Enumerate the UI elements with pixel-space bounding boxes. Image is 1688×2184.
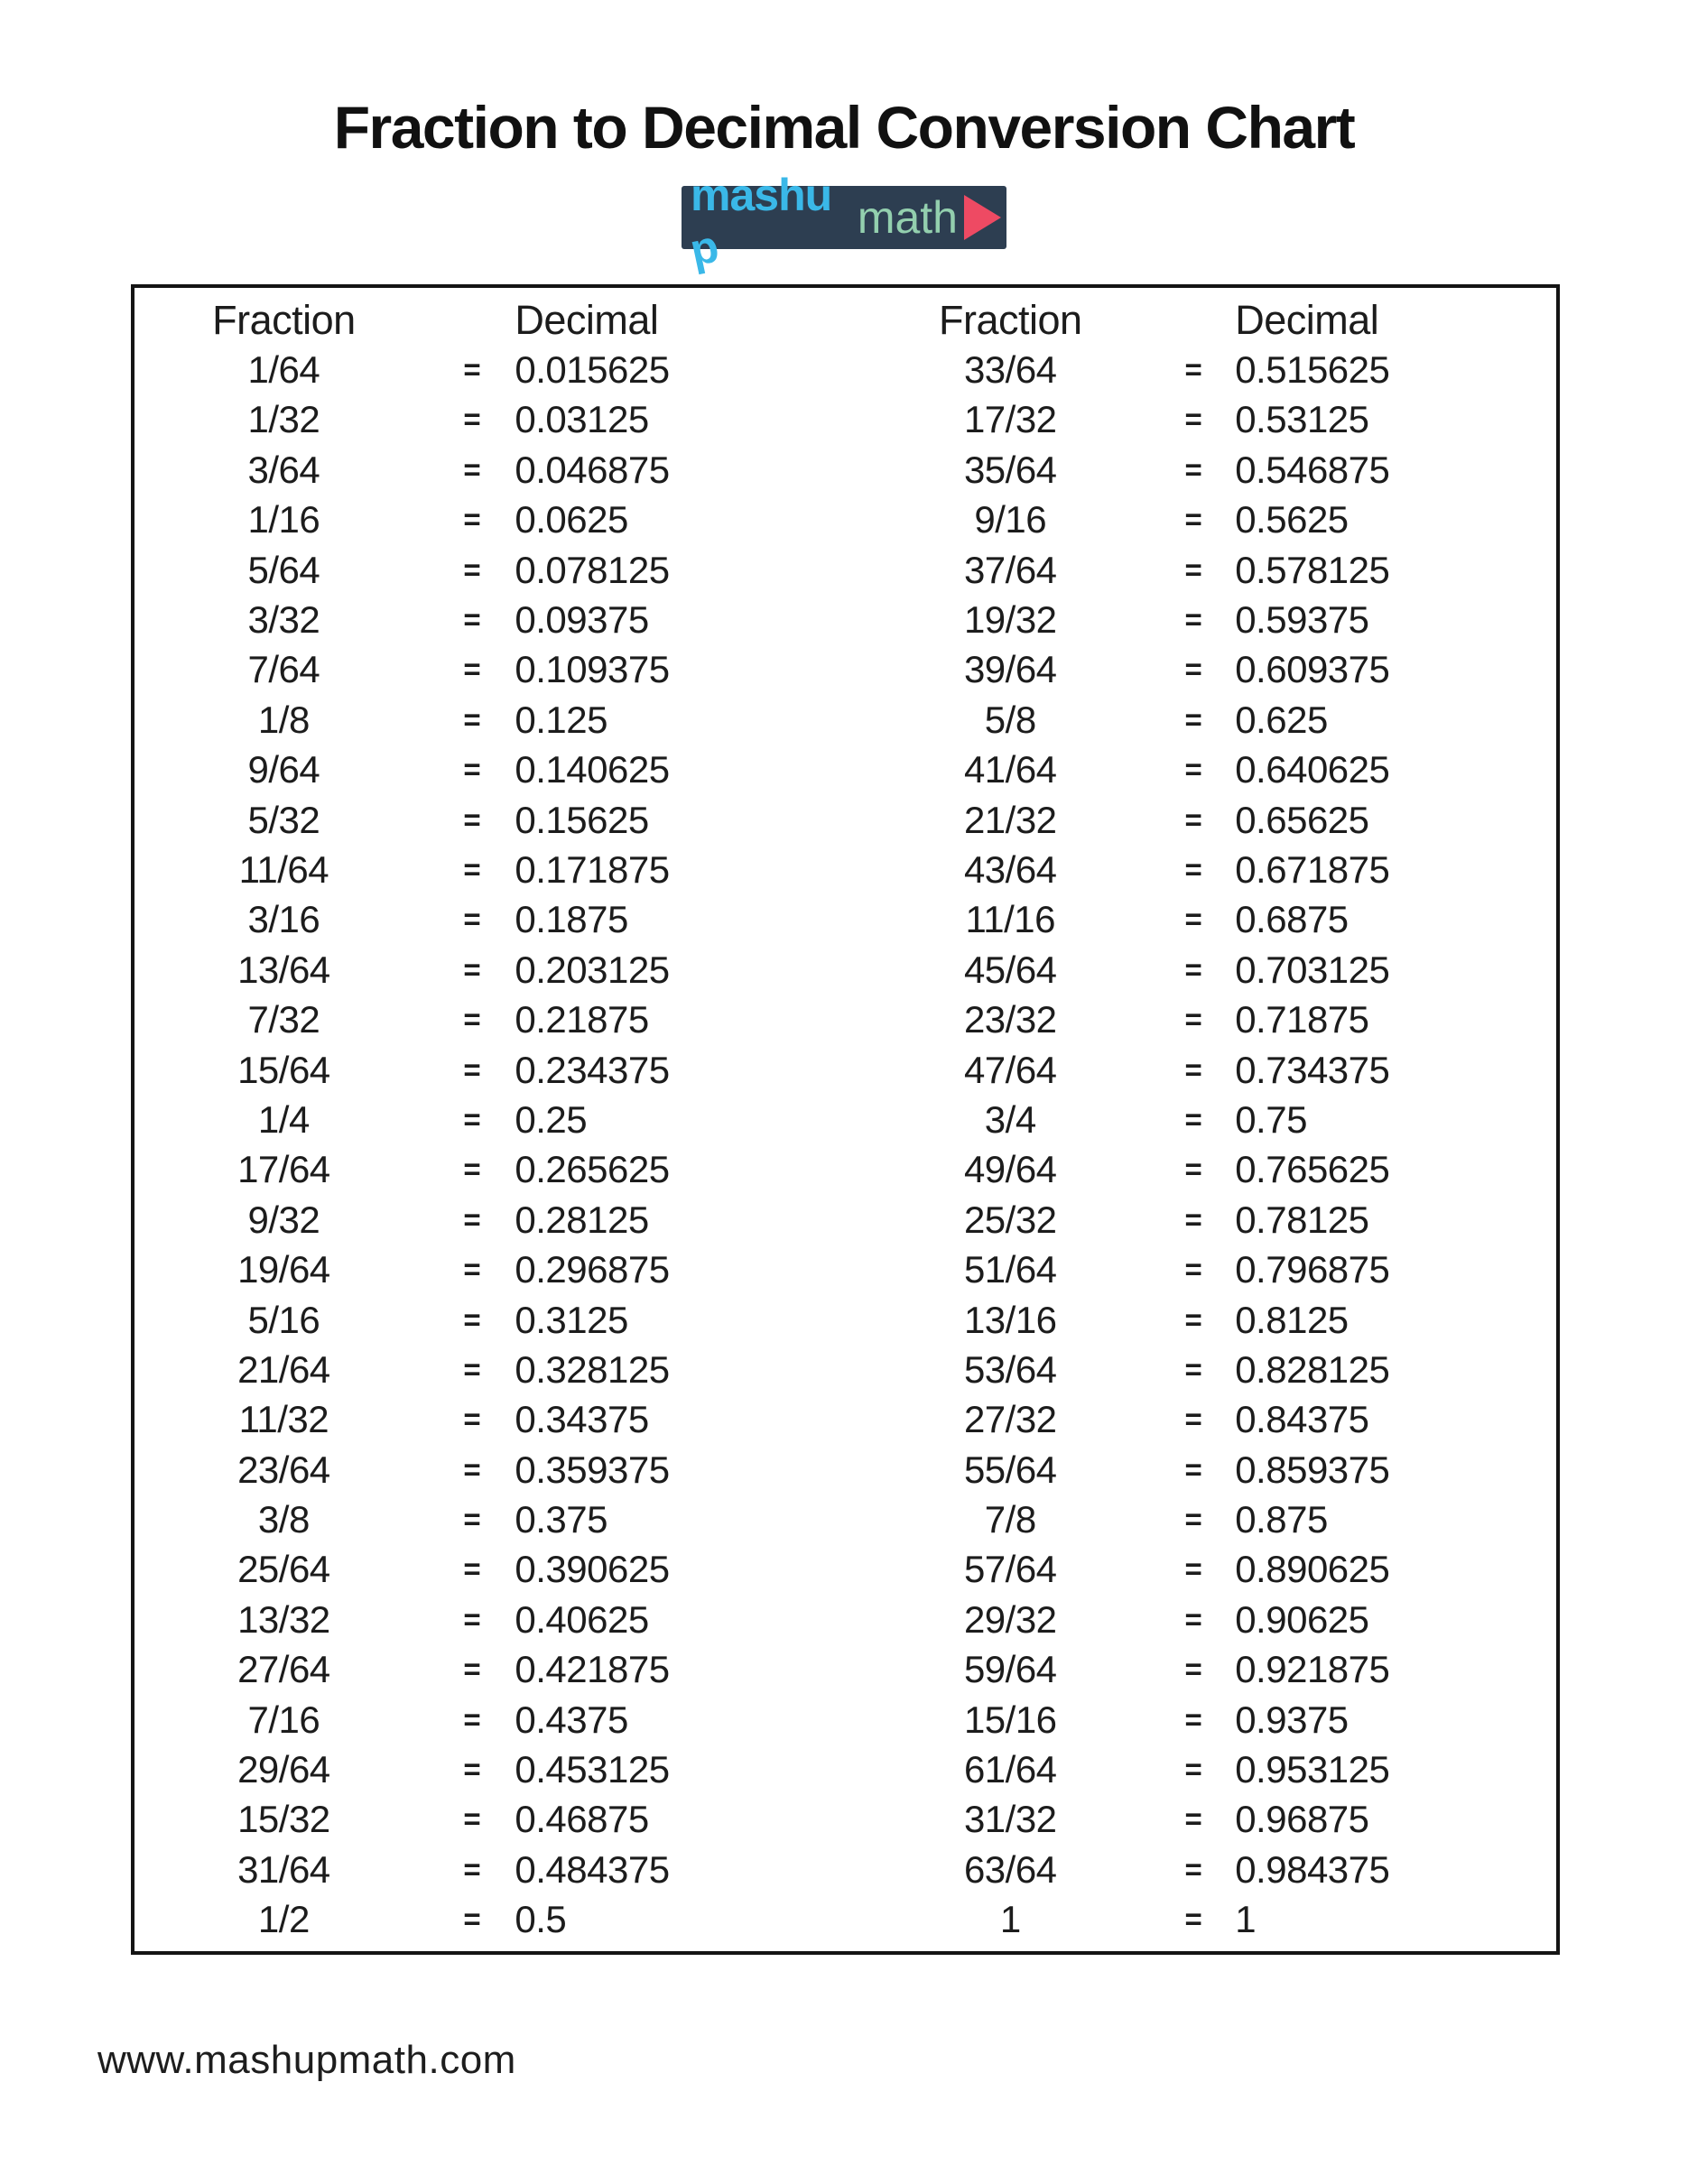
table-row xyxy=(866,1245,1557,1294)
equals-sign: = xyxy=(1184,802,1202,837)
fraction-value: 3/32 xyxy=(247,598,320,642)
fraction-value: 15/16 xyxy=(963,1698,1057,1741)
fraction-value: 33/64 xyxy=(963,348,1057,392)
table-row xyxy=(134,1595,846,1644)
equals-sign: = xyxy=(463,552,481,587)
table-row xyxy=(866,895,1557,945)
equals-sign: = xyxy=(1184,1452,1202,1486)
table-row xyxy=(134,495,846,545)
table-header-row xyxy=(134,295,846,345)
equals-sign: = xyxy=(1184,1052,1202,1087)
table-row xyxy=(866,495,1557,545)
table-row xyxy=(134,1395,846,1445)
table-row xyxy=(866,645,1557,695)
logo-text-mashup xyxy=(685,170,856,276)
fraction-value: 15/64 xyxy=(237,1048,330,1091)
equals-sign: = xyxy=(463,1202,481,1236)
equals-sign: = xyxy=(463,852,481,886)
equals-sign: = xyxy=(463,452,481,486)
equals-sign: = xyxy=(463,603,481,637)
logo-text-p: p xyxy=(685,220,723,276)
fraction-value: 5/32 xyxy=(247,798,320,841)
decimal-value: 0.1875 xyxy=(515,898,628,941)
equals-sign: = xyxy=(1184,1802,1202,1837)
fraction-value: 1 xyxy=(999,1898,1021,1941)
decimal-value: 0.328125 xyxy=(515,1347,670,1391)
decimal-value: 0.859375 xyxy=(1235,1448,1390,1491)
fraction-value: 11/32 xyxy=(238,1398,329,1441)
decimal-value: 0.9375 xyxy=(1235,1698,1349,1741)
fraction-value: 3/4 xyxy=(984,1097,1036,1141)
fraction-value: 1/16 xyxy=(247,498,320,541)
table-row xyxy=(134,345,846,394)
table-row xyxy=(134,995,846,1044)
table-row xyxy=(134,1545,846,1595)
equals-sign: = xyxy=(463,1452,481,1486)
table-row xyxy=(134,1445,846,1495)
equals-sign: = xyxy=(1184,1302,1202,1337)
decimal-value: 0.75 xyxy=(1235,1097,1307,1141)
equals-sign: = xyxy=(1184,1552,1202,1587)
decimal-value: 0.484375 xyxy=(515,1847,670,1891)
table-row xyxy=(866,395,1557,445)
table-row xyxy=(134,1895,846,1945)
fraction-value: 13/16 xyxy=(963,1298,1057,1341)
table-row xyxy=(866,1145,1557,1195)
table-row xyxy=(866,1495,1557,1544)
decimal-value: 0.734375 xyxy=(1235,1048,1390,1091)
fraction-value: 7/8 xyxy=(984,1498,1036,1541)
table-row xyxy=(866,1395,1557,1445)
table-row xyxy=(134,845,846,894)
decimal-value: 0.34375 xyxy=(515,1398,649,1441)
fraction-value: 55/64 xyxy=(963,1448,1057,1491)
table-row xyxy=(866,345,1557,394)
equals-sign: = xyxy=(1184,503,1202,537)
fraction-value: 3/16 xyxy=(247,898,320,941)
table-row xyxy=(866,845,1557,894)
decimal-value: 0.03125 xyxy=(515,398,649,441)
equals-sign: = xyxy=(463,1753,481,1787)
decimal-value: 0.671875 xyxy=(1235,847,1390,891)
decimal-value: 0.0625 xyxy=(515,498,628,541)
fraction-column-header: Fraction xyxy=(212,296,356,343)
table-row xyxy=(134,545,846,595)
conversion-table xyxy=(131,284,1560,1955)
decimal-value: 0.25 xyxy=(515,1097,588,1141)
fraction-value: 29/64 xyxy=(237,1748,330,1791)
equals-sign: = xyxy=(1184,1852,1202,1886)
equals-sign: = xyxy=(463,1302,481,1337)
fraction-value: 1/64 xyxy=(247,348,320,392)
table-row xyxy=(134,695,846,745)
table-row xyxy=(134,1495,846,1544)
decimal-value: 0.953125 xyxy=(1235,1748,1390,1791)
decimal-value: 0.390625 xyxy=(515,1548,670,1591)
fraction-value: 29/32 xyxy=(963,1597,1057,1641)
equals-sign: = xyxy=(1184,1753,1202,1787)
decimal-value: 0.09375 xyxy=(515,598,649,642)
equals-sign: = xyxy=(463,902,481,937)
decimal-value: 0.84375 xyxy=(1235,1398,1369,1441)
decimal-value: 0.96875 xyxy=(1235,1798,1369,1841)
decimal-value: 0.375 xyxy=(515,1498,607,1541)
table-row xyxy=(866,1095,1557,1144)
equals-sign: = xyxy=(1184,952,1202,986)
fraction-value: 35/64 xyxy=(963,448,1057,491)
equals-sign: = xyxy=(463,1052,481,1087)
fraction-value: 19/32 xyxy=(963,598,1057,642)
fraction-value: 1/8 xyxy=(257,698,310,741)
table-row xyxy=(134,1345,846,1394)
decimal-value: 0.203125 xyxy=(515,948,670,991)
fraction-value: 31/32 xyxy=(963,1798,1057,1841)
equals-sign: = xyxy=(463,1152,481,1187)
fraction-value: 23/64 xyxy=(237,1448,330,1491)
equals-sign: = xyxy=(463,1852,481,1886)
page-title: Fraction to Decimal Conversion Chart xyxy=(333,94,1355,161)
table-row xyxy=(134,795,846,845)
table-row xyxy=(866,1345,1557,1394)
decimal-value: 0.765625 xyxy=(1235,1148,1390,1191)
fraction-value: 25/32 xyxy=(963,1198,1057,1241)
table-row xyxy=(134,1845,846,1894)
fraction-value: 31/64 xyxy=(237,1847,330,1891)
table-row xyxy=(866,995,1557,1044)
table-rows-left xyxy=(134,345,846,1945)
equals-sign: = xyxy=(1184,1152,1202,1187)
equals-sign: = xyxy=(1184,852,1202,886)
equals-sign: = xyxy=(1184,1352,1202,1386)
table-row xyxy=(866,1895,1557,1945)
equals-sign: = xyxy=(1184,1253,1202,1287)
fraction-value: 5/64 xyxy=(247,548,320,591)
table-row xyxy=(134,1245,846,1294)
equals-sign: = xyxy=(1184,452,1202,486)
decimal-value: 0.296875 xyxy=(515,1248,670,1291)
table-left-half xyxy=(134,295,846,1951)
decimal-value: 0.609375 xyxy=(1235,648,1390,691)
decimal-value: 0.21875 xyxy=(515,998,649,1041)
table-row xyxy=(134,1645,846,1695)
table-row xyxy=(134,1195,846,1245)
decimal-value: 0.3125 xyxy=(515,1298,628,1341)
equals-sign: = xyxy=(463,1802,481,1837)
fraction-value: 49/64 xyxy=(963,1148,1057,1191)
decimal-value: 0.078125 xyxy=(515,548,670,591)
fraction-value: 57/64 xyxy=(963,1548,1057,1591)
table-row xyxy=(866,1445,1557,1495)
equals-sign: = xyxy=(1184,353,1202,387)
decimal-value: 0.171875 xyxy=(515,847,670,891)
logo-text-mashu: mashu xyxy=(691,170,832,220)
table-row xyxy=(866,1744,1557,1794)
fraction-value: 45/64 xyxy=(963,948,1057,991)
equals-sign: = xyxy=(463,753,481,787)
table-right-half xyxy=(846,295,1557,1951)
equals-sign: = xyxy=(463,1003,481,1037)
table-row xyxy=(866,1295,1557,1345)
table-row xyxy=(866,1195,1557,1245)
decimal-value: 0.6875 xyxy=(1235,898,1349,941)
table-row xyxy=(866,595,1557,644)
decimal-value: 0.546875 xyxy=(1235,448,1390,491)
fraction-value: 15/32 xyxy=(237,1798,330,1841)
decimal-value: 0.234375 xyxy=(515,1048,670,1091)
decimal-value: 0.109375 xyxy=(515,648,670,691)
decimal-value: 0.515625 xyxy=(1235,348,1390,392)
decimal-value: 0.90625 xyxy=(1235,1597,1369,1641)
fraction-value: 9/32 xyxy=(247,1198,320,1241)
equals-sign: = xyxy=(463,1552,481,1587)
fraction-value: 41/64 xyxy=(963,748,1057,791)
fraction-value: 27/64 xyxy=(237,1648,330,1691)
equals-sign: = xyxy=(1184,702,1202,736)
table-row xyxy=(866,695,1557,745)
decimal-value: 0.640625 xyxy=(1235,748,1390,791)
decimal-value: 0.46875 xyxy=(515,1798,649,1841)
fraction-value: 1/32 xyxy=(247,398,320,441)
fraction-value: 39/64 xyxy=(963,648,1057,691)
table-row xyxy=(134,1145,846,1195)
equals-sign: = xyxy=(1184,403,1202,437)
equals-sign: = xyxy=(463,1102,481,1136)
equals-sign: = xyxy=(463,1902,481,1937)
decimal-value: 0.5 xyxy=(515,1898,567,1941)
fraction-value: 19/64 xyxy=(237,1248,330,1291)
table-row xyxy=(134,1695,846,1744)
table-row xyxy=(134,645,846,695)
equals-sign: = xyxy=(1184,1503,1202,1537)
equals-sign: = xyxy=(463,702,481,736)
equals-sign: = xyxy=(1184,753,1202,787)
equals-sign: = xyxy=(1184,652,1202,687)
decimal-value: 0.703125 xyxy=(1235,948,1390,991)
decimal-column-header: Decimal xyxy=(1235,296,1379,343)
fraction-value: 7/64 xyxy=(247,648,320,691)
table-row xyxy=(134,445,846,495)
table-row xyxy=(134,395,846,445)
table-row xyxy=(866,1795,1557,1845)
decimal-value: 0.140625 xyxy=(515,748,670,791)
equals-sign: = xyxy=(1184,902,1202,937)
table-row xyxy=(866,1645,1557,1695)
equals-sign: = xyxy=(463,1702,481,1736)
decimal-column-header: Decimal xyxy=(515,296,659,343)
equals-sign: = xyxy=(463,802,481,837)
table-row xyxy=(134,1744,846,1794)
fraction-value: 5/8 xyxy=(984,698,1036,741)
decimal-value: 0.625 xyxy=(1235,698,1328,741)
equals-sign: = xyxy=(463,403,481,437)
fraction-value: 11/64 xyxy=(238,847,329,891)
fraction-value: 37/64 xyxy=(963,548,1057,591)
table-row xyxy=(134,1045,846,1095)
decimal-value: 0.59375 xyxy=(1235,598,1369,642)
fraction-column-header: Fraction xyxy=(938,296,1082,343)
fraction-value: 47/64 xyxy=(963,1048,1057,1091)
decimal-value: 1 xyxy=(1235,1898,1257,1941)
decimal-value: 0.40625 xyxy=(515,1597,649,1641)
table-row xyxy=(134,945,846,995)
equals-sign: = xyxy=(1184,1102,1202,1136)
decimal-value: 0.578125 xyxy=(1235,548,1390,591)
fraction-value: 9/64 xyxy=(247,748,320,791)
decimal-value: 0.359375 xyxy=(515,1448,670,1491)
fraction-value: 3/8 xyxy=(257,1498,310,1541)
decimal-value: 0.453125 xyxy=(515,1748,670,1791)
table-row xyxy=(866,1695,1557,1744)
decimal-value: 0.046875 xyxy=(515,448,670,491)
table-row xyxy=(866,1845,1557,1894)
fraction-value: 59/64 xyxy=(963,1648,1057,1691)
decimal-value: 0.984375 xyxy=(1235,1847,1390,1891)
decimal-value: 0.921875 xyxy=(1235,1648,1390,1691)
equals-sign: = xyxy=(463,1652,481,1687)
equals-sign: = xyxy=(1184,1602,1202,1636)
fraction-value: 27/32 xyxy=(963,1398,1057,1441)
equals-sign: = xyxy=(463,1352,481,1386)
equals-sign: = xyxy=(1184,552,1202,587)
table-row xyxy=(866,745,1557,795)
decimal-value: 0.890625 xyxy=(1235,1548,1390,1591)
table-row xyxy=(866,1595,1557,1644)
fraction-value: 3/64 xyxy=(247,448,320,491)
fraction-value: 5/16 xyxy=(247,1298,320,1341)
table-row xyxy=(866,945,1557,995)
logo-text-math: math xyxy=(857,192,958,243)
equals-sign: = xyxy=(463,952,481,986)
fraction-value: 11/16 xyxy=(965,898,1055,941)
table-row xyxy=(134,745,846,795)
decimal-value: 0.65625 xyxy=(1235,798,1369,841)
table-row xyxy=(134,1795,846,1845)
table-rows-right xyxy=(866,345,1557,1945)
equals-sign: = xyxy=(463,1253,481,1287)
decimal-value: 0.28125 xyxy=(515,1198,649,1241)
equals-sign: = xyxy=(1184,603,1202,637)
fraction-value: 63/64 xyxy=(963,1847,1057,1891)
table-row xyxy=(866,1045,1557,1095)
decimal-value: 0.875 xyxy=(1235,1498,1328,1541)
fraction-value: 53/64 xyxy=(963,1347,1057,1391)
decimal-value: 0.78125 xyxy=(1235,1198,1369,1241)
fraction-value: 7/16 xyxy=(247,1698,320,1741)
table-row xyxy=(866,1545,1557,1595)
fraction-value: 51/64 xyxy=(963,1248,1057,1291)
table-header-row xyxy=(866,295,1557,345)
equals-sign: = xyxy=(1184,1702,1202,1736)
fraction-value: 13/64 xyxy=(237,948,330,991)
fraction-value: 1/4 xyxy=(257,1097,310,1141)
decimal-value: 0.796875 xyxy=(1235,1248,1390,1291)
fraction-value: 61/64 xyxy=(963,1748,1057,1791)
decimal-value: 0.828125 xyxy=(1235,1347,1390,1391)
fraction-value: 21/64 xyxy=(237,1347,330,1391)
decimal-value: 0.15625 xyxy=(515,798,649,841)
fraction-value: 43/64 xyxy=(963,847,1057,891)
equals-sign: = xyxy=(463,503,481,537)
fraction-value: 9/16 xyxy=(974,498,1047,541)
table-row xyxy=(866,545,1557,595)
equals-sign: = xyxy=(463,1602,481,1636)
equals-sign: = xyxy=(463,652,481,687)
equals-sign: = xyxy=(1184,1652,1202,1687)
equals-sign: = xyxy=(1184,1402,1202,1437)
fraction-value: 23/32 xyxy=(963,998,1057,1041)
decimal-value: 0.125 xyxy=(515,698,607,741)
table-row xyxy=(866,795,1557,845)
equals-sign: = xyxy=(463,353,481,387)
footer-url: www.mashupmath.com xyxy=(97,2038,516,2082)
table-row xyxy=(134,595,846,644)
fraction-value: 17/32 xyxy=(963,398,1057,441)
equals-sign: = xyxy=(1184,1202,1202,1236)
table-row xyxy=(866,445,1557,495)
fraction-value: 17/64 xyxy=(237,1148,330,1191)
play-triangle-icon xyxy=(964,195,1001,240)
decimal-value: 0.53125 xyxy=(1235,398,1369,441)
equals-sign: = xyxy=(1184,1003,1202,1037)
decimal-value: 0.015625 xyxy=(515,348,670,392)
decimal-value: 0.265625 xyxy=(515,1148,670,1191)
equals-sign: = xyxy=(1184,1902,1202,1937)
table-row xyxy=(134,1095,846,1144)
table-row xyxy=(134,895,846,945)
table-row xyxy=(134,1295,846,1345)
mashupmath-logo xyxy=(682,170,1006,276)
equals-sign: = xyxy=(463,1402,481,1437)
decimal-value: 0.71875 xyxy=(1235,998,1369,1041)
decimal-value: 0.8125 xyxy=(1235,1298,1349,1341)
equals-sign: = xyxy=(463,1503,481,1537)
fraction-value: 25/64 xyxy=(237,1548,330,1591)
fraction-value: 7/32 xyxy=(247,998,320,1041)
fraction-value: 13/32 xyxy=(237,1597,330,1641)
decimal-value: 0.5625 xyxy=(1235,498,1349,541)
fraction-value: 21/32 xyxy=(963,798,1057,841)
fraction-value: 1/2 xyxy=(257,1898,310,1941)
decimal-value: 0.421875 xyxy=(515,1648,670,1691)
decimal-value: 0.4375 xyxy=(515,1698,628,1741)
